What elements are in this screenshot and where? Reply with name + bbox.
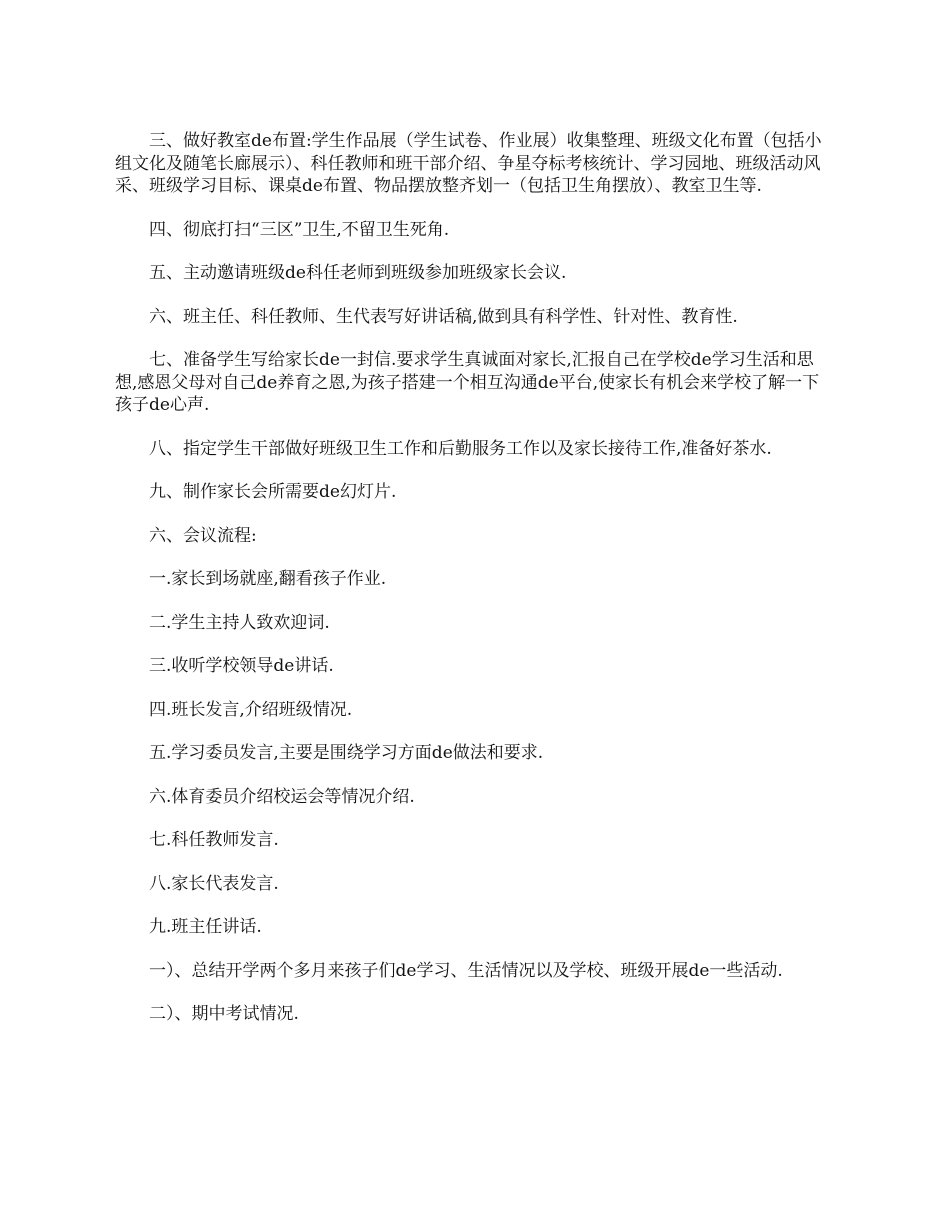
speech-point-2: 二）、期中考试情况.	[149, 1004, 299, 1024]
process-step-5: 五.学习委员发言,主要是围绕学习方面de做法和要求.	[149, 743, 544, 763]
paragraph-student-cadres: 八、指定学生干部做好班级卫生工作和后勤服务工作以及家长接待工作,准备好茶水.	[149, 438, 772, 459]
speech-point-1: 一）、总结开学两个多月来孩子们de学习、生活情况以及学校、班级开展de一些活动.	[149, 960, 783, 981]
paragraph-slides: 九、制作家长会所需要de幻灯片.	[149, 482, 397, 502]
paragraph-student-letter: 七、准备学生写给家长de一封信.要求学生真诚面对家长,汇报自己在学校de学习生活和思想,感恩父母对自己de养育之恩,为孩子搭建一个相互沟通de平台,使家长有机会来学校了解一下孩子de心声.	[115, 350, 820, 415]
paragraph-speech-drafts: 六、班主任、科任教师、生代表写好讲话稿,做到具有科学性、针对性、教育性.	[149, 306, 738, 327]
process-step-3: 三.收听学校领导de讲话.	[149, 656, 334, 676]
process-step-8: 八.家长代表发言.	[149, 873, 279, 894]
paragraph-classroom-setup: 三、做好教室de布置:学生作品展（学生试卷、作业展）收集整理、班级文化布置（包括小组文化及随笔长廊展示）、科任教师和班干部介绍、争星夺标考核统计、学习园地、班级活动风采、班级学习目标、课桌de布置、物品摆放整齐划一（包括卫生角摆放）、教室卫生等.	[115, 131, 822, 196]
process-step-6: 六.体育委员介绍校运会等情况介绍.	[149, 786, 415, 807]
document-page	[115, 130, 835, 1047]
process-step-1: 一.家长到场就座,翻看孩子作业.	[149, 569, 387, 589]
process-step-9: 九.班主任讲话.	[149, 917, 262, 937]
process-step-2: 二.学生主持人致欢迎词.	[149, 612, 330, 633]
paragraph-invite-teachers: 五、主动邀请班级de科任老师到班级参加班级家长会议.	[149, 263, 567, 283]
process-step-4: 四.班长发言,介绍班级情况.	[149, 699, 353, 720]
paragraph-cleaning: 四、彻底打扫“三区”卫生,不留卫生死角.	[149, 219, 450, 240]
process-step-7: 七.科任教师发言.	[149, 830, 279, 850]
section-heading-meeting-process: 六、会议流程:	[149, 525, 257, 546]
